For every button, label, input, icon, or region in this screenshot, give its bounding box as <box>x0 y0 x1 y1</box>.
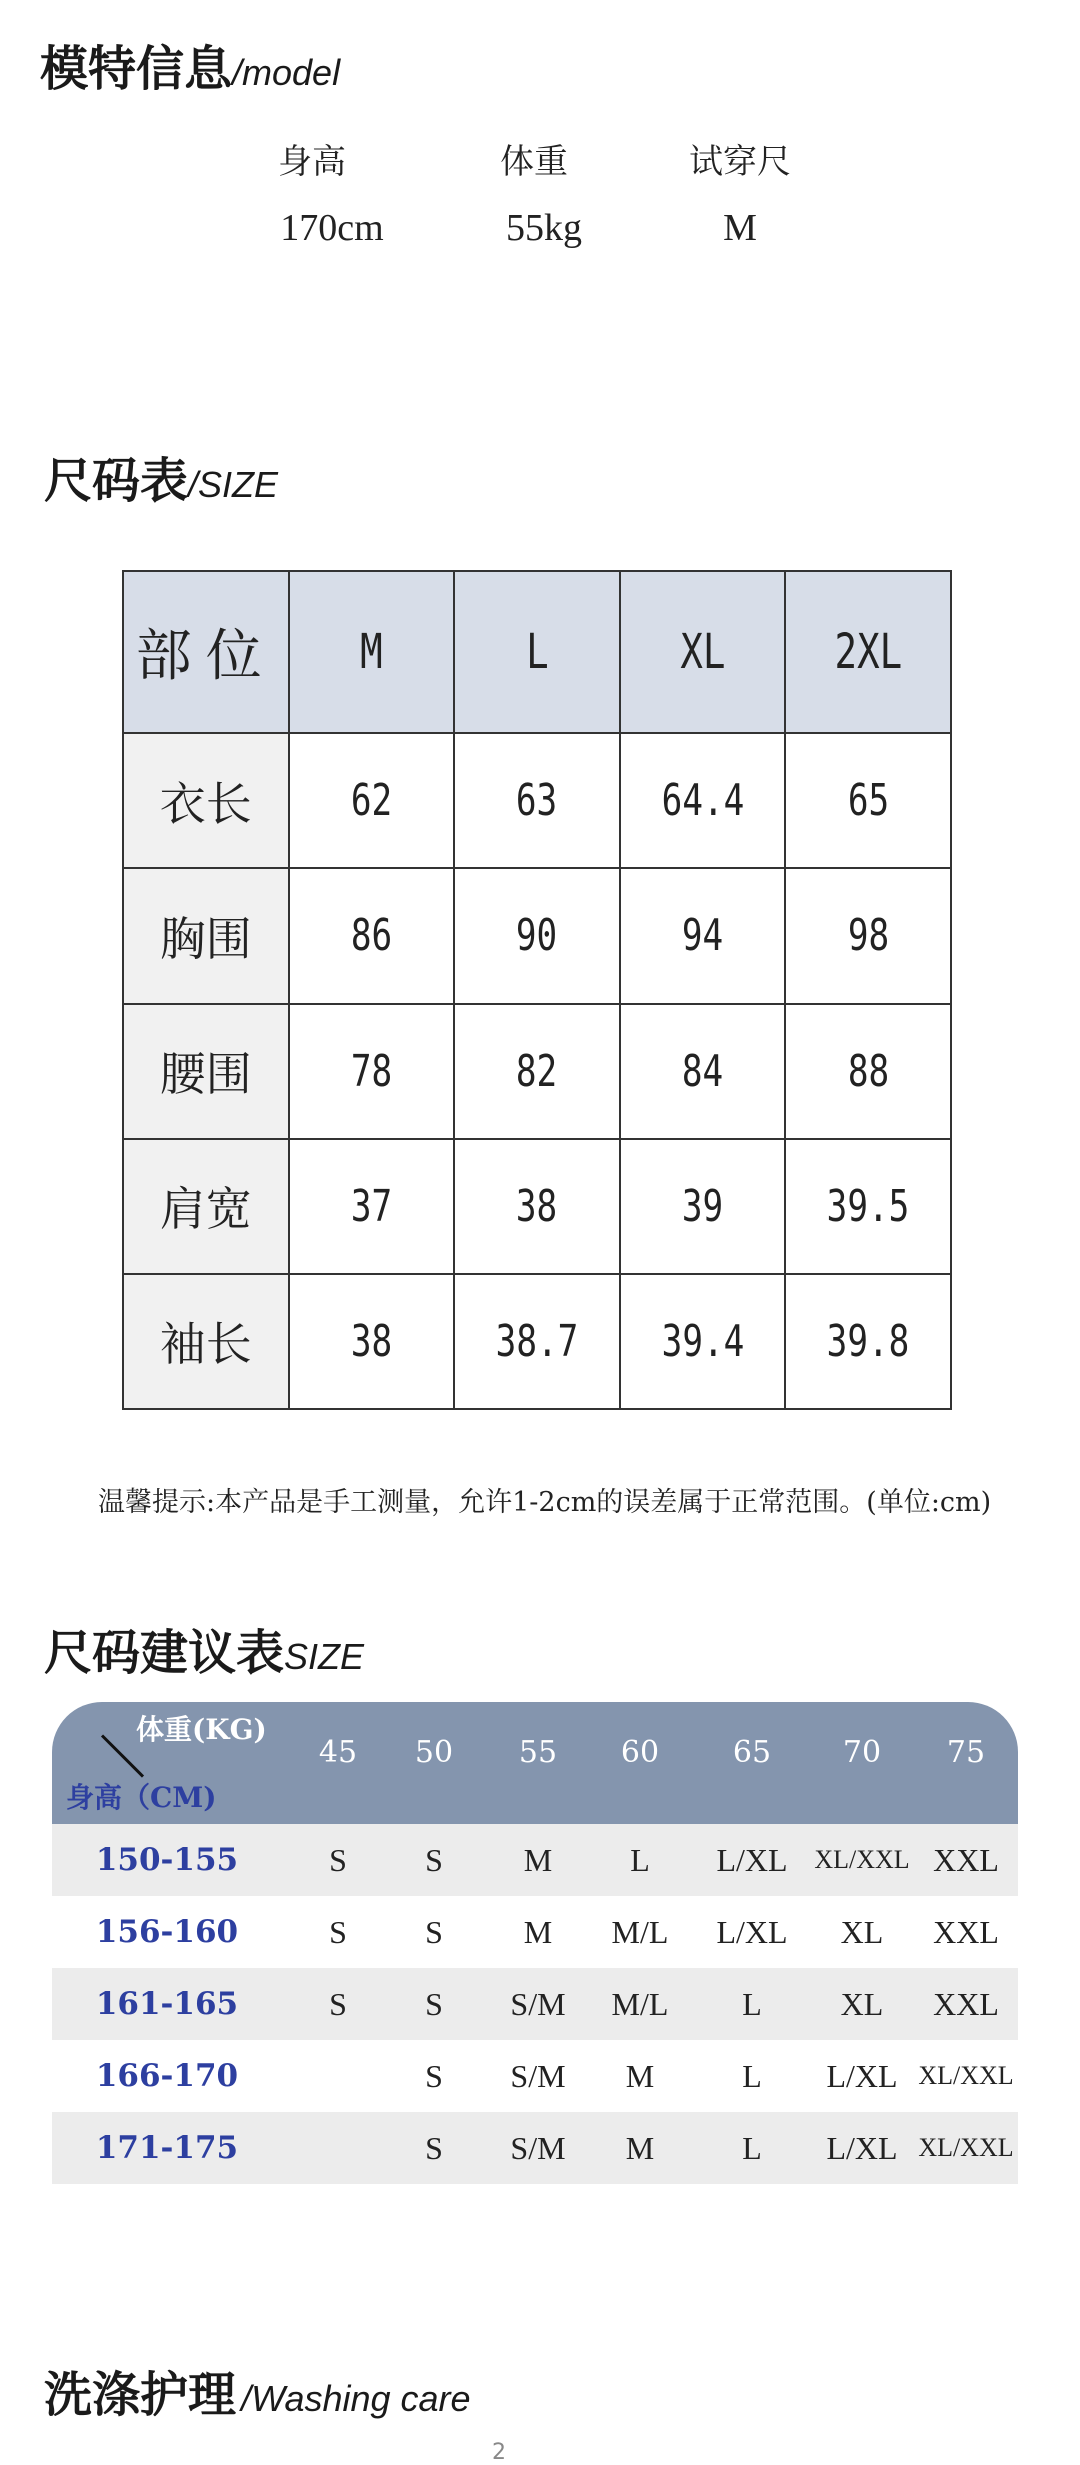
height-range-cell: 171-175 <box>95 2130 239 2166</box>
size-cell: 63 <box>454 733 620 868</box>
height-range-cell: 166-170 <box>95 2058 239 2094</box>
size-cell: 78 <box>289 1004 455 1139</box>
size-cell: 39.4 <box>620 1274 786 1409</box>
size-cell: 88 <box>785 1004 951 1139</box>
size-suggestion-cell: S <box>329 1841 347 1878</box>
washing-section-title <box>44 2356 471 2425</box>
size-suggestion-cell: S <box>425 1985 443 2022</box>
size-suggestion-cell <box>283 2040 393 2112</box>
height-range-cell: 156-160 <box>95 1914 239 1950</box>
recommend-row <box>52 1968 1018 2040</box>
size-suggestion-cell: M <box>625 2129 655 2166</box>
size-suggestion-cell: S <box>329 1913 347 1950</box>
size-section-title <box>44 442 278 511</box>
model-title-en: /model <box>232 52 341 93</box>
size-suggestion-cell: L/XL <box>716 1841 788 1878</box>
model-title-cn: 模特信息 <box>40 41 233 97</box>
recommend-section-title <box>44 1614 364 1683</box>
model-section-title <box>40 30 340 99</box>
size-suggestion-cell: S <box>329 1985 347 2022</box>
recommend-header-row <box>52 1702 1018 1824</box>
size-header-xl: XL <box>620 571 786 733</box>
size-row-label: 衣长 <box>123 733 289 868</box>
size-suggestion-cell: M/L <box>611 1913 669 1950</box>
size-cell: 39.8 <box>785 1274 951 1409</box>
size-suggestion-cell: S <box>425 1913 443 1950</box>
size-suggestion-cell: L <box>630 1841 650 1878</box>
size-suggestion-cell: XXL <box>933 1841 999 1878</box>
size-suggestion-cell: S <box>425 2057 443 2094</box>
size-suggestion-cell: L <box>742 1985 762 2022</box>
size-table <box>122 570 952 1410</box>
size-suggestion-cell: M <box>523 1913 553 1950</box>
size-suggestion-cell: S <box>425 2129 443 2166</box>
size-suggestion-cell: M/L <box>611 1985 669 2022</box>
size-tip-text: 温馨提示:本产品是手工测量，允许1-2cm的误差属于正常范围。(单位:cm) <box>98 1487 992 1518</box>
size-suggestion-cell: S/M <box>510 2129 566 2166</box>
height-range-cell: 150-155 <box>95 1842 239 1878</box>
recommend-row <box>52 1896 1018 1968</box>
size-suggestion-cell: L/XL <box>826 2057 898 2094</box>
size-cell: 39 <box>620 1139 786 1274</box>
size-suggestion-cell: S <box>425 1841 443 1878</box>
height-axis-label: 身高（CM) <box>66 1781 217 1814</box>
size-row-label: 肩宽 <box>123 1139 289 1274</box>
size-cell: 65 <box>785 733 951 868</box>
size-suggestion-cell: XL <box>840 1913 884 1950</box>
washing-title-cn: 洗涤护理 <box>44 2367 237 2423</box>
weight-header-45: 45 <box>318 1734 358 1770</box>
page-marker: 2 <box>492 2440 506 2465</box>
size-cell: 38 <box>454 1139 620 1274</box>
model-size-label: 试穿尺 <box>689 142 791 182</box>
size-header-2xl: 2XL <box>785 571 951 733</box>
size-cell: 38 <box>289 1274 455 1409</box>
size-cell: 62 <box>289 733 455 868</box>
size-cell: 86 <box>289 868 455 1003</box>
recommend-row <box>52 2040 1018 2112</box>
size-cell: 38.7 <box>454 1274 620 1409</box>
size-row-label: 腰围 <box>123 1004 289 1139</box>
size-suggestion-cell: L/XL <box>716 1913 788 1950</box>
size-cell: 82 <box>454 1004 620 1139</box>
size-row-waist <box>123 1004 951 1139</box>
size-row-length <box>123 733 951 868</box>
size-row-shoulder <box>123 1139 951 1274</box>
size-suggestion-cell: XXL <box>933 1985 999 2022</box>
size-suggestion-cell: S/M <box>510 2057 566 2094</box>
size-cell: 98 <box>785 868 951 1003</box>
size-suggestion-cell: M <box>625 2057 655 2094</box>
size-cell: 90 <box>454 868 620 1003</box>
size-cell: 94 <box>620 868 786 1003</box>
weight-header-55: 55 <box>518 1734 558 1770</box>
size-header-part: 部位 <box>123 571 289 733</box>
size-suggestion-cell: XL/XXL <box>814 1845 910 1874</box>
size-suggestion-cell: L/XL <box>826 2129 898 2166</box>
size-cell: 64.4 <box>620 733 786 868</box>
weight-header-75: 75 <box>946 1734 986 1770</box>
size-row-chest <box>123 868 951 1003</box>
size-cell: 37 <box>289 1139 455 1274</box>
weight-header-60: 60 <box>620 1734 660 1770</box>
size-suggestion-cell: M <box>523 1841 553 1878</box>
size-title-en: /SIZE <box>188 464 279 505</box>
recommend-title-cn: 尺码建议表 <box>44 1625 285 1681</box>
recommend-title-en: SIZE <box>284 1636 365 1677</box>
weight-header-50: 50 <box>414 1734 454 1770</box>
weight-axis-label: 体重(KG) <box>136 1713 267 1746</box>
size-cell: 84 <box>620 1004 786 1139</box>
size-header-m: M <box>289 571 455 733</box>
model-height-label: 身高 <box>278 142 346 182</box>
size-suggestion-cell: XL/XXL <box>918 2133 1014 2162</box>
height-range-cell: 161-165 <box>95 1986 239 2022</box>
size-suggestion-cell: XXL <box>933 1913 999 1950</box>
size-suggestion-cell: S/M <box>510 1985 566 2022</box>
size-row-sleeve <box>123 1274 951 1409</box>
size-table-header-row <box>123 571 951 733</box>
model-size-value: M <box>723 207 757 249</box>
size-suggestion-cell: L <box>742 2129 762 2166</box>
weight-header-70: 70 <box>842 1734 882 1770</box>
washing-title-en: /Washing care <box>241 2378 471 2419</box>
size-row-label: 袖长 <box>123 1274 289 1409</box>
size-cell: 39.5 <box>785 1139 951 1274</box>
weight-header-65: 65 <box>732 1734 772 1770</box>
size-suggestion-cell <box>283 2112 393 2184</box>
size-title-cn: 尺码表 <box>44 453 189 509</box>
model-weight-value: 55kg <box>506 207 582 249</box>
recommend-row <box>52 2112 1018 2184</box>
model-weight-label: 体重 <box>500 142 568 182</box>
size-suggestion-cell: XL/XXL <box>918 2061 1014 2090</box>
size-header-l: L <box>454 571 620 733</box>
recommend-table <box>52 1702 1018 2184</box>
size-suggestion-cell: XL <box>840 1985 884 2022</box>
recommend-row <box>52 1824 1018 1896</box>
size-row-label: 胸围 <box>123 868 289 1003</box>
size-suggestion-cell: L <box>742 2057 762 2094</box>
model-height-value: 170cm <box>280 207 384 249</box>
